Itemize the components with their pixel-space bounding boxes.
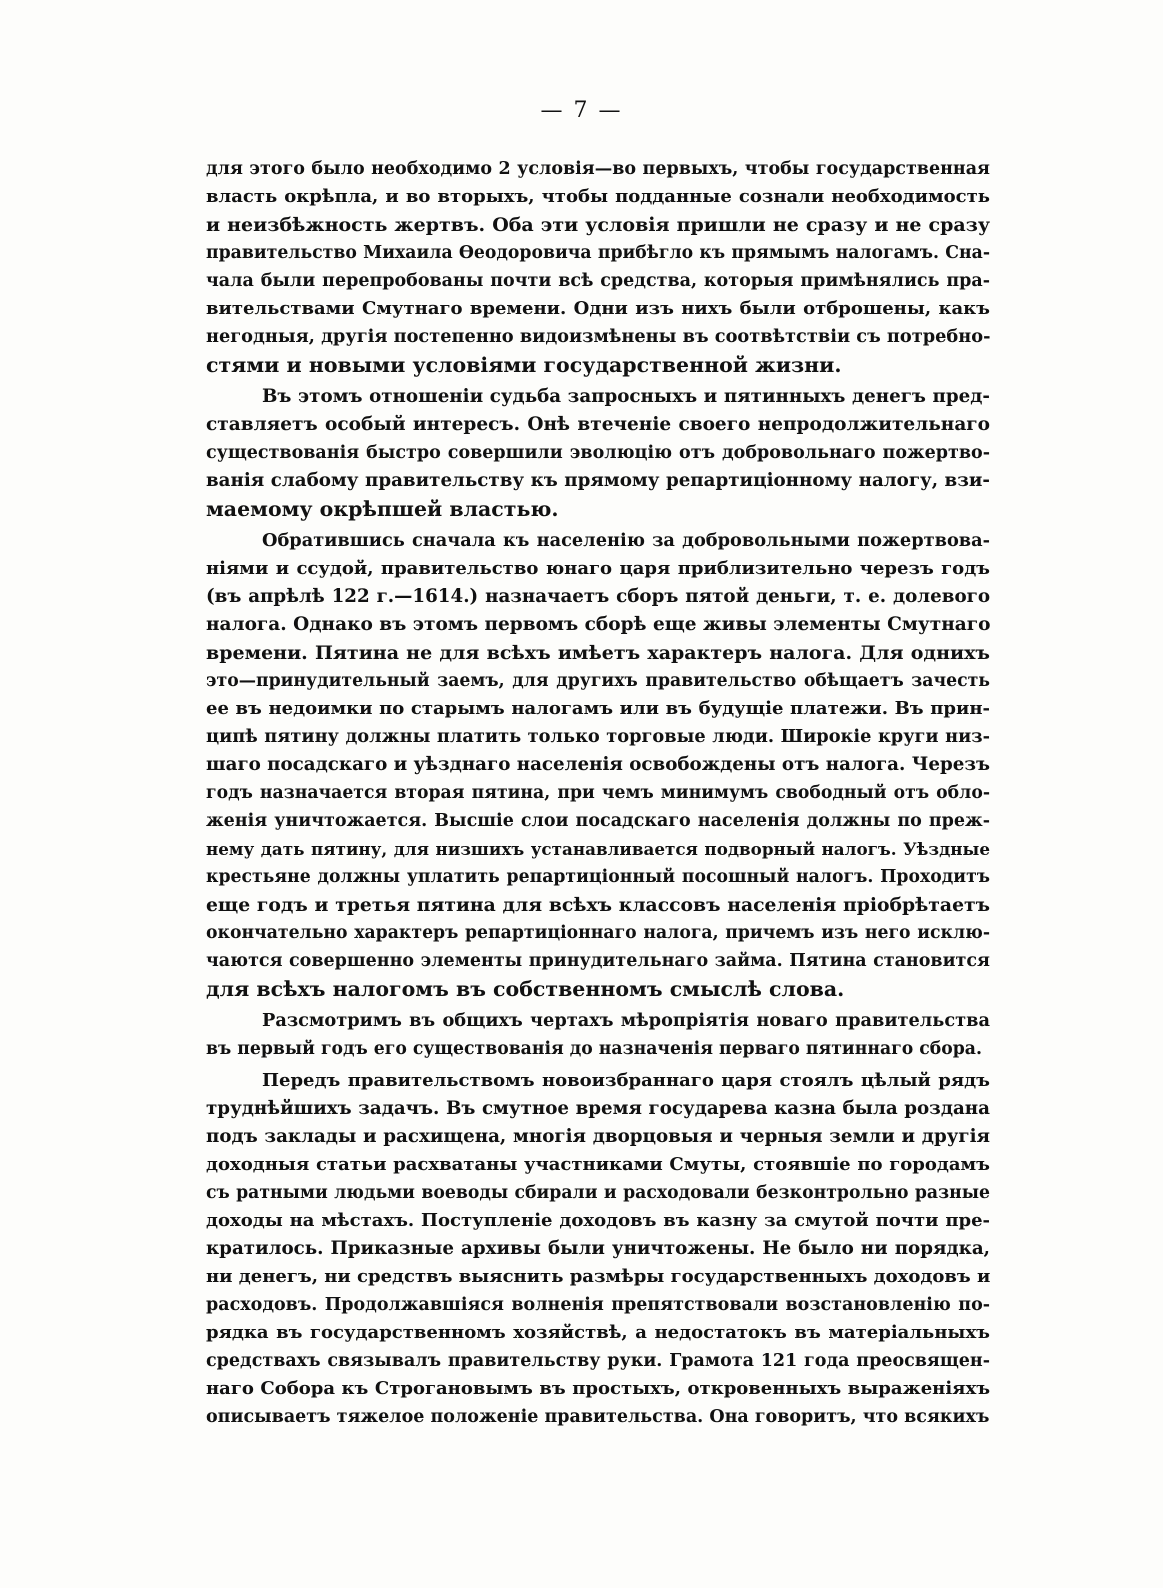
- text-line: (въ апрѣлѣ 122 г.—1614.) назначаетъ сборъ пятой деньги, т. е. долевого: [206, 586, 990, 607]
- text-line: Въ этомъ отношеніи судьба запросныхъ и пятинныхъ денегъ пред-: [262, 386, 990, 407]
- text-line: налога. Однако въ этомъ первомъ сборѣ еще живы элементы Смутнаго: [206, 614, 990, 635]
- text-line: съ ратными людьми воеводы сбирали и расходовали безконтрольно разные: [206, 1183, 990, 1203]
- text-line: шаго посадскаго и уѣзднаго населенія освобождены отъ налога. Черезъ: [206, 754, 990, 775]
- paragraph: [206, 1007, 990, 1063]
- text-line: Разсмотримъ въ общихъ чертахъ мѣропріятія новаго правительства: [262, 1010, 990, 1031]
- text-line: существованія быстро совершили эволюцію отъ добровольнаго пожертво-: [206, 443, 990, 463]
- paragraph: [206, 527, 990, 1003]
- text-line: наго Собора къ Строгановымъ въ простыхъ, откровенныхъ выраженіяхъ: [206, 1378, 990, 1399]
- text-line: чала были перепробованы почти всѣ средства, которыя примѣнялись пра-: [206, 271, 990, 291]
- body-text: [206, 155, 990, 1431]
- text-line: времени. Пятина не для всѣхъ имѣетъ характеръ налога. Для однихъ: [206, 642, 990, 664]
- text-line: доходы на мѣстахъ. Поступленіе доходовъ въ казну за смутой почти пре-: [206, 1210, 990, 1231]
- text-line: еще годъ и третья пятина для всѣхъ классовъ населенія пріобрѣтаетъ: [206, 894, 990, 916]
- text-line: для этого было необходимо 2 условія—во первыхъ, чтобы государственная: [206, 159, 990, 179]
- text-line: доходныя статьи расхватаны участниками Смуты, стоявшіе по городамъ: [206, 1154, 990, 1175]
- text-line: ни денегъ, ни средствъ выяснить размѣры государственныхъ доходовъ и: [206, 1266, 990, 1287]
- text-line: рядка въ государственномъ хозяйствѣ, а недостатокъ въ матеріальныхъ: [206, 1322, 990, 1343]
- page-number: — 7 —: [540, 98, 623, 123]
- text-line: кратилось. Приказные архивы были уничтожены. Не было ни порядка,: [206, 1238, 990, 1259]
- text-line: вительствами Смутнаго времени. Одни изъ нихъ были отброшены, какъ: [206, 298, 990, 319]
- text-line: ванія слабому правительству къ прямому репартиціонному налогу, взи-: [206, 470, 990, 491]
- text-line: власть окрѣпла, и во вторыхъ, чтобы подданные сознали необходимость: [206, 186, 990, 207]
- text-line: для всѣхъ налогомъ въ собственномъ смыслѣ слова.: [206, 977, 845, 1001]
- text-line: годъ назначается вторая пятина, при чемъ минимумъ свободный отъ обло-: [206, 783, 990, 803]
- paragraph: [206, 383, 990, 523]
- text-line: правительство Михаила Ѳеодоровича прибѣгло къ прямымъ налогамъ. Сна-: [206, 243, 990, 263]
- text-line: Обратившись сначала къ населенію за добровольными пожертвова-: [262, 530, 990, 551]
- text-line: ставляетъ особый интересъ. Онѣ втеченіе своего непродолжительнаго: [206, 414, 990, 435]
- text-line: окончательно характеръ репартиціоннаго налога, причемъ изъ него исклю-: [206, 923, 990, 943]
- text-line: въ первый годъ его существованія до назначенія перваго пятиннаго сбора.: [206, 1039, 982, 1059]
- text-line: нему дать пятину, для низшихъ устанавливается подворный налогъ. Уѣздные: [206, 839, 990, 859]
- text-line: Передъ правительствомъ новоизбраннаго царя стоялъ цѣлый рядъ: [262, 1070, 990, 1091]
- text-line: подъ заклады и расхищена, многія дворцовыя и черныя земли и другія: [206, 1126, 990, 1147]
- text-line: негодныя, другія постепенно видоизмѣнены въ соотвѣтствіи съ потребно-: [206, 326, 990, 347]
- text-line: стями и новыми условіями государственной жизни.: [206, 353, 842, 377]
- text-line: крестьяне должны уплатить репартиціонный посошный налогъ. Проходитъ: [206, 867, 990, 887]
- text-line: ципѣ пятину должны платить только торговые люди. Широкіе круги низ-: [206, 726, 990, 747]
- text-line: и неизбѣжность жертвъ. Оба эти условія пришли не сразу и не сразу: [206, 214, 990, 236]
- text-line: описываетъ тяжелое положеніе правительства. Она говоритъ, что всякихъ: [206, 1407, 990, 1427]
- text-line: труднѣйшихъ задачъ. Въ смутное время государева казна была роздана: [206, 1098, 990, 1119]
- text-line: средствахъ связывалъ правительству руки. Грамота 121 года преосвящен-: [206, 1351, 990, 1371]
- text-line: расходовъ. Продолжавшіяся волненія препятствовали возстановленію по-: [206, 1295, 990, 1315]
- text-line: женія уничтожается. Высшіе слои посадскаго населенія должны по преж-: [206, 811, 990, 831]
- text-line: маемому окрѣпшей властью.: [206, 497, 559, 521]
- text-line: ніями и ссудой, правительство юнаго царя приблизительно черезъ годъ: [206, 558, 990, 579]
- text-line: ее въ недоимки по старымъ налогамъ или въ будущіе платежи. Въ прин-: [206, 698, 990, 719]
- text-line: чаются совершенно элементы принудительнаго займа. Пятина становится: [206, 951, 990, 971]
- text-line: это—принудительный заемъ, для другихъ правительство обѣщаетъ зачесть: [206, 671, 990, 691]
- paragraph: [206, 155, 990, 379]
- paragraph: [206, 1067, 990, 1431]
